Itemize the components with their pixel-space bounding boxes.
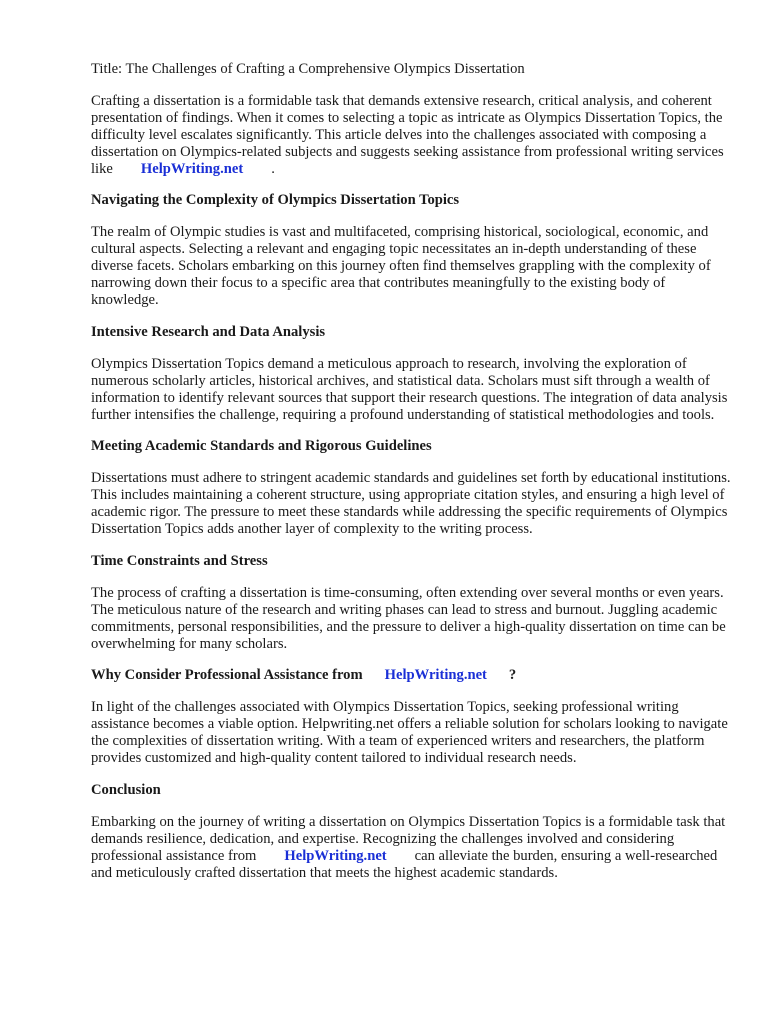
document-title: Title: The Challenges of Crafting a Comprehensive Olympics Dissertation (91, 61, 525, 77)
conclusion-text: Embarking on the journey of writing a dissertation on Olympics Dissertation Topics is a formidable task that demands resilience, dedication, and expertise. Recognizing the challenges involved and considering professional assistance from (91, 813, 726, 864)
conclusion-paragraph (91, 814, 731, 882)
section-body-time: The process of crafting a dissertation is time-consuming, often extending over several months or even years. The meticulous nature of the research and writing phases can lead to stress and burnout. Juggling academic commitments, personal responsibilities, and the pressure to deliver a high-quality dissertation on time can be overwhelming for many scholars. (91, 584, 726, 652)
intro-text-end: . (271, 160, 275, 177)
section-heading-complexity: Navigating the Complexity of Olympics Dissertation Topics (91, 192, 460, 209)
section-heading-conclusion: Conclusion (91, 782, 161, 798)
section-heading-research: Intensive Research and Data Analysis (91, 323, 326, 340)
intro-text: Crafting a dissertation is a formidable task that demands extensive research, critical analysis, and coherent presentation of findings. When it comes to selecting a topic as intricate as Olympics Dissertation Topics, the difficulty level escalates significantly. This article delves into the challenges associated with composing a dissertation on Olympics-related subjects and suggests seeking assistance from professional writing services like (91, 92, 724, 177)
assistance-heading-text: Why Consider Professional Assistance from (91, 667, 363, 684)
section-heading-assistance (91, 667, 731, 684)
conclusion-helpwriting-link[interactable]: HelpWriting.net (284, 847, 387, 864)
intro-helpwriting-link[interactable]: HelpWriting.net (140, 160, 244, 177)
section-body-research: Olympics Dissertation Topics demand a meticulous approach to research, involving the exploration of numerous scholarly articles, historical archives, and statistical data. Scholars must sift through a wealth of information to identify relevant sources that support their research questions. The integration of data analysis further intensifies the challenge, requiring a profound understanding of statistical methodologies and tools. (91, 355, 728, 423)
conclusion-text-end: can alleviate the burden, ensuring a well-researched and meticulously crafted dissertation that meets the highest academic standards. (91, 847, 718, 881)
document-page (91, 61, 731, 897)
section-body-standards: Dissertations must adhere to stringent academic standards and guidelines set forth by educational institutions. This includes maintaining a coherent structure, using appropriate citation styles, and ensuring a high level of academic rigor. The pressure to meet these standards while addressing the specific requirements of Olympics Dissertation Topics adds another layer of complexity to the writing process. (91, 470, 731, 538)
section-heading-standards: Meeting Academic Standards and Rigorous Guidelines (91, 438, 432, 455)
assistance-heading-qmark: ? (508, 667, 517, 684)
intro-paragraph (91, 93, 731, 178)
section-heading-time: Time Constraints and Stress (91, 552, 268, 569)
section-body-complexity: The realm of Olympic studies is vast and multifaceted, comprising historical, sociological, economic, and cultural aspects. Selecting a relevant and engaging topic necessitates an in-depth understanding of these diverse facets. Scholars embarking on this journey often find themselves grappling with the complexity of narrowing down their focus to a specific area that contributes meaningfully to the existing body of knowledge. (91, 224, 711, 308)
section-body-assistance: In light of the challenges associated with Olympics Dissertation Topics, seeking professional writing assistance becomes a viable option. Helpwriting.net offers a reliable solution for scholars looking to navigate the complexities of dissertation writing. With a team of experienced writers and researchers, the platform provides customized and high-quality content tailored to individual research needs. (91, 699, 728, 767)
assistance-helpwriting-link[interactable]: HelpWriting.net (384, 667, 487, 684)
